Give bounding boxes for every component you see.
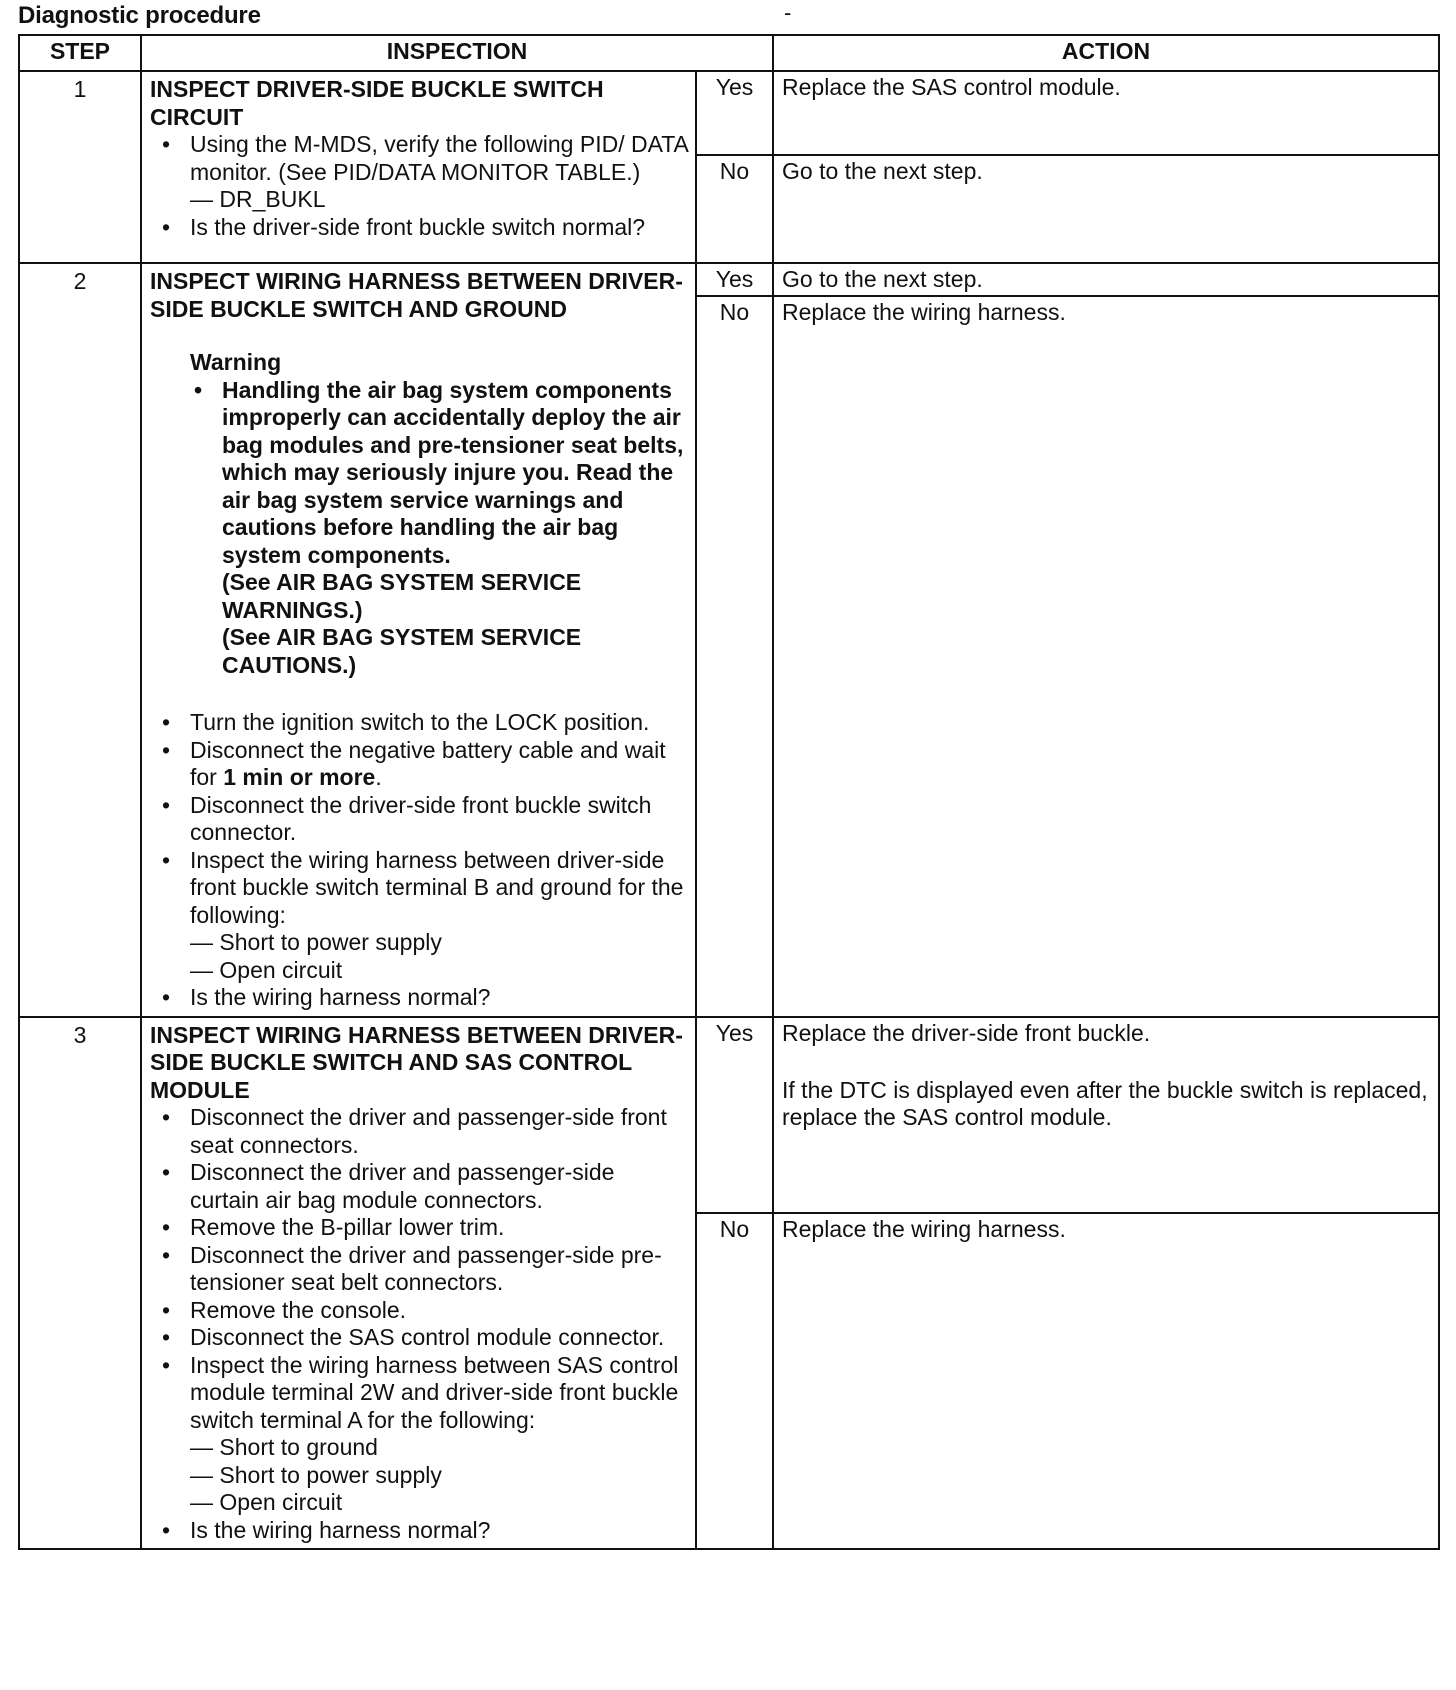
spacer [782,1047,1430,1077]
warning-ref: (See AIR BAG SYSTEM SERVICE WARNINGS.) [222,569,582,623]
list-item [150,131,689,214]
yes-label: Yes [696,71,773,155]
warning-text: Handling the air bag system components improperly can accidentally deploy the air bag modules and pre-tensioner seat belts, which may seriously injure you. Read the air bag system service warnings and cautions before handling the air bag system components. [222,376,684,568]
header-row [19,35,1439,71]
no-action: Go to the next step. [773,155,1439,263]
list-item: • Disconnect the driver-side front buckle switch connector. [150,792,689,847]
step-1-bullets [150,131,689,241]
step-1-yes-row [19,71,1439,155]
no-action: Replace the wiring harness. [773,1213,1439,1550]
step-number: 3 [19,1017,141,1550]
sub-item: — Short to power supply [190,1461,442,1488]
list-item: • Remove the console. [150,1297,689,1325]
step-number: 2 [19,263,141,1017]
list-item: • Is the driver-side front buckle switch normal? [150,214,689,242]
list-item: • Disconnect the driver and passenger-side curtain air bag module connectors. [150,1159,689,1214]
page-title: Diagnostic procedure [18,2,261,29]
step-2-bullets [150,709,689,1012]
yes-label: Yes [696,263,773,296]
step-2-heading: INSPECT WIRING HARNESS BETWEEN DRIVER-SIDE BUCKLE SWITCH AND GROUND [150,268,683,322]
step-3-heading: INSPECT WIRING HARNESS BETWEEN DRIVER-SIDE BUCKLE SWITCH AND SAS CONTROL MODULE [150,1021,683,1103]
header-inspection: INSPECTION [141,35,773,71]
list-item: • Disconnect the driver and passenger-side front seat connectors. [150,1104,689,1159]
step-1-heading: INSPECT DRIVER-SIDE BUCKLE SWITCH CIRCUIT [150,76,604,130]
yes-action: Go to the next step. [773,263,1439,296]
bullet-text: Disconnect the negative battery cable and wait for [190,736,666,790]
warning-list [190,377,689,680]
step-3-bullets [150,1104,689,1544]
list-item [150,737,689,792]
bullet-text: Using the M-MDS, verify the following PID/ DATA monitor. (See PID/DATA MONITOR TABLE.) [190,131,688,185]
step-3-yes-row [19,1017,1439,1213]
yes-action: Replace the SAS control module. [773,71,1439,155]
yes-action: Replace the driver-side front buckle. [782,1019,1151,1046]
header-step: STEP [19,35,141,71]
no-label: No [696,296,773,1017]
sub-item: — Open circuit [190,1489,343,1515]
step-2-yes-row [19,263,1439,296]
bullet-text: Inspect the wiring harness between driver-side front buckle switch terminal B and ground for the following: [190,846,684,928]
step-3-inspection [141,1017,696,1550]
list-item: • Disconnect the driver and passenger-side pre-tensioner seat belt connectors. [150,1242,689,1297]
warning-ref: (See AIR BAG SYSTEM SERVICE CAUTIONS.) [222,624,582,678]
yes-action-note: If the DTC is displayed even after the buckle switch is replaced, replace the SAS control module. [782,1076,1428,1130]
diagnostic-table [18,34,1440,1550]
sub-item: — DR_BUKL [190,186,326,212]
wait-suffix: . [375,764,382,790]
header-action: ACTION [773,35,1439,71]
step-2-inspection [141,263,696,1017]
no-action: Replace the wiring harness. [773,296,1439,1017]
list-item: • Remove the B-pillar lower trim. [150,1214,689,1242]
yes-label: Yes [696,1017,773,1213]
sub-item: — Short to ground [190,1434,378,1460]
wait-time: 1 min or more [223,764,376,790]
list-item: • Turn the ignition switch to the LOCK position. [150,709,689,737]
sub-item: — Short to power supply [190,929,442,955]
warning-item [190,377,689,680]
sub-item: — Open circuit [190,956,343,983]
list-item: • Disconnect the SAS control module connector. [150,1324,689,1352]
no-label: No [696,155,773,263]
list-item: • Is the wiring harness normal? [150,984,689,1012]
warning-title: Warning [190,349,282,375]
bullet-text: Inspect the wiring harness between SAS control module terminal 2W and driver-side front buckle switch terminal A for the following: [190,1351,679,1433]
yes-action-cell [773,1017,1439,1213]
list-item: • Is the wiring harness normal? [150,1517,689,1545]
no-label: No [696,1213,773,1550]
step-number: 1 [19,71,141,263]
list-item [150,847,689,985]
step-1-inspection [141,71,696,263]
list-item [150,1352,689,1517]
stray-mark: - [784,0,792,25]
warning-block [190,349,689,679]
